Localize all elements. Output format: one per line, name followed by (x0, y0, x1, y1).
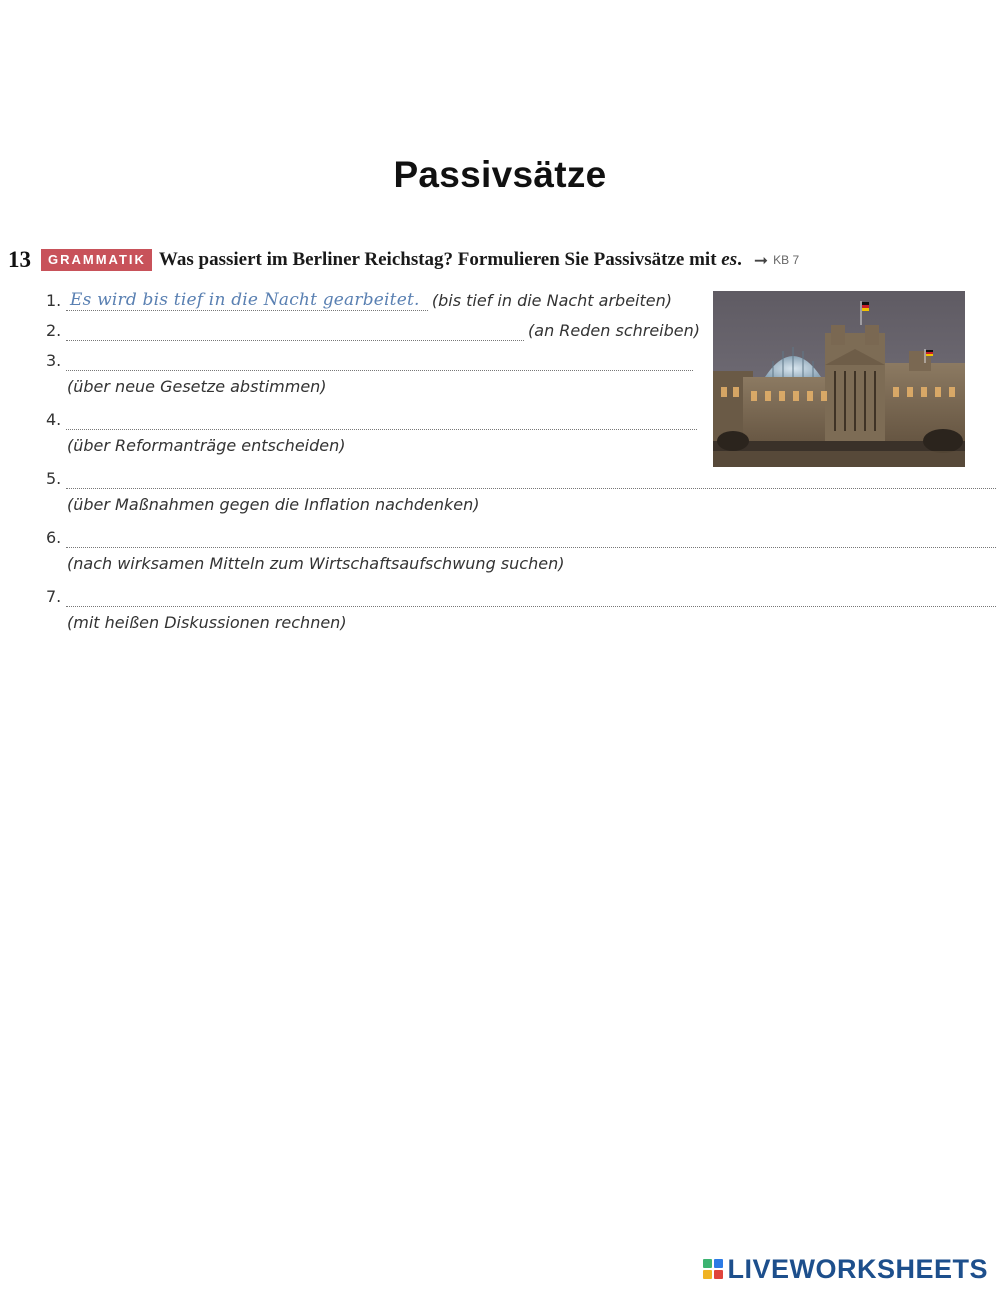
item-number: 1. (46, 291, 62, 310)
logo-square (714, 1270, 723, 1279)
item-number: 7. (46, 587, 62, 606)
exercise-item-5 (46, 465, 1000, 489)
arrow-right-icon: ➞ (753, 250, 769, 270)
hint-7: (mit heißen Diskussionen rechnen) (67, 613, 347, 632)
logo-squares-icon (703, 1259, 723, 1279)
exercise-item-3 (46, 347, 697, 371)
answer-field-1[interactable] (66, 292, 428, 311)
grammar-tag: GRAMMATIK (41, 249, 152, 271)
logo-square (703, 1270, 712, 1279)
exercise-item-6 (46, 524, 1000, 548)
hint-5: (über Maßnahmen gegen die Inflation nachdenken) (67, 495, 480, 514)
exercise-number: 13 (8, 247, 31, 272)
hint-4: (über Reformanträge entscheiden) (67, 436, 346, 455)
hint-2: (an Reden schreiben) (528, 321, 700, 340)
hint-3: (über neue Gesetze abstimmen) (67, 377, 327, 396)
page-title: Passivsätze (393, 154, 607, 195)
reichstag-photo (713, 291, 965, 467)
hint-6: (nach wirksamen Mitteln zum Wirtschaftsaufschwung suchen) (67, 554, 565, 573)
item-number: 2. (46, 321, 62, 340)
answer-field-3[interactable] (66, 352, 693, 371)
logo-square (714, 1259, 723, 1268)
answer-field-4[interactable] (66, 411, 697, 430)
item-number: 4. (46, 410, 62, 429)
item-number: 6. (46, 528, 62, 547)
exercise-item-4 (46, 406, 701, 430)
answer-field-6[interactable] (66, 529, 996, 548)
item-number: 5. (46, 469, 62, 488)
logo-square (703, 1259, 712, 1268)
exercise-instruction: Was passiert im Berliner Reichstag? Formulieren Sie Passivsätze mit es. (158, 249, 742, 270)
exercise-header (8, 244, 799, 276)
answer-text-1: Es wird bis tief in die Nacht gearbeitet. (70, 290, 420, 310)
exercise-item-1 (46, 287, 672, 311)
exercise-item-7 (46, 583, 1000, 607)
exercise-item-2 (46, 317, 700, 341)
hint-1: (bis tief in die Nacht arbeiten) (431, 291, 672, 310)
liveworksheets-logo (703, 1254, 988, 1284)
answer-field-7[interactable] (66, 588, 996, 607)
answer-field-5[interactable] (66, 470, 996, 489)
logo-text: LIVEWORKSHEETS (727, 1254, 988, 1284)
answer-field-2[interactable] (66, 322, 524, 341)
item-number: 3. (46, 351, 62, 370)
course-book-reference: ➞ KB 7 (753, 250, 800, 270)
